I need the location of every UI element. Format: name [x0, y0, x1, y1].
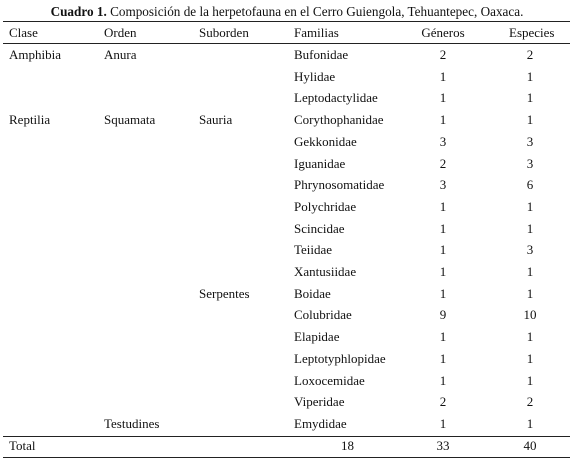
cell-especies: 3	[526, 134, 534, 149]
cell-especies: 1	[526, 329, 534, 344]
header-especies: Especies	[509, 25, 555, 40]
cell-familia: Leptodactylidae	[294, 90, 378, 105]
cell-especies: 1	[526, 199, 534, 214]
total-label: Total	[9, 438, 36, 453]
cell-generos: 3	[439, 177, 447, 192]
cell-generos: 1	[439, 69, 447, 84]
cell-familia: Viperidae	[294, 394, 345, 409]
cell-especies: 1	[526, 373, 534, 388]
header-clase: Clase	[9, 25, 38, 40]
cell-familia: Bufonidae	[294, 47, 349, 62]
cell-especies: 1	[526, 286, 534, 301]
header-orden: Orden	[104, 25, 137, 40]
cell-especies: 1	[526, 112, 534, 127]
cell-familia: Leptotyphlopidae	[294, 351, 386, 366]
cell-familia: Boidae	[294, 286, 331, 301]
header-rule	[3, 43, 570, 44]
cell-especies: 1	[526, 351, 534, 366]
cell-familia: Iguanidae	[294, 156, 346, 171]
cell-generos: 1	[439, 199, 447, 214]
cell-familia: Gekkonidae	[294, 134, 357, 149]
cell-especies: 1	[526, 264, 534, 279]
cell-familia: Hylidae	[294, 69, 336, 84]
caption-label: Cuadro 1.	[50, 4, 107, 19]
cell-suborden: Sauria	[199, 112, 233, 127]
cell-generos: 2	[439, 394, 447, 409]
header-generos: Géneros	[421, 25, 465, 40]
cell-orden: Squamata	[104, 112, 156, 127]
cell-especies: 1	[526, 90, 534, 105]
cell-especies: 1	[526, 416, 534, 431]
cell-clase: Reptilia	[9, 112, 51, 127]
total-rule	[3, 436, 570, 437]
cell-generos: 1	[439, 221, 447, 236]
cell-familia: Polychridae	[294, 199, 357, 214]
cell-generos: 1	[439, 286, 447, 301]
cell-especies: 2	[526, 47, 534, 62]
cell-generos: 3	[439, 134, 447, 149]
table-caption	[0, 3, 574, 20]
cell-familia: Emydidae	[294, 416, 347, 431]
cell-especies: 3	[526, 242, 534, 257]
cell-generos: 1	[439, 112, 447, 127]
cell-generos: 1	[439, 242, 447, 257]
cell-familia: Loxocemidae	[294, 373, 365, 388]
caption-text: Composición de la herpetofauna en el Cerro Guiengola, Tehuantepec, Oaxaca.	[106, 4, 524, 19]
cell-especies: 3	[526, 156, 534, 171]
cell-especies: 2	[526, 394, 534, 409]
cell-familia: Colubridae	[294, 307, 352, 322]
total-especies: 40	[523, 438, 537, 453]
header-suborden: Suborden	[199, 25, 249, 40]
cell-familia: Corythophanidae	[294, 112, 384, 127]
cell-familia: Xantusiidae	[294, 264, 357, 279]
total-generos: 33	[436, 438, 450, 453]
top-rule	[3, 21, 570, 22]
cell-especies: 6	[526, 177, 534, 192]
cell-generos: 1	[439, 351, 447, 366]
cell-generos: 9	[439, 307, 447, 322]
cell-generos: 2	[439, 156, 447, 171]
bottom-rule	[3, 457, 570, 458]
total-familias: 18	[341, 438, 354, 453]
cell-orden: Anura	[104, 47, 137, 62]
header-familias: Familias	[294, 25, 339, 40]
cell-generos: 2	[439, 47, 447, 62]
cell-generos: 1	[439, 329, 447, 344]
cell-generos: 1	[439, 90, 447, 105]
cell-generos: 1	[439, 264, 447, 279]
cell-orden: Testudines	[104, 416, 160, 431]
cell-suborden: Serpentes	[199, 286, 250, 301]
cell-familia: Phrynosomatidae	[294, 177, 385, 192]
cell-especies: 10	[523, 307, 537, 322]
cell-especies: 1	[526, 221, 534, 236]
cell-generos: 1	[439, 416, 447, 431]
cell-clase: Amphibia	[9, 47, 61, 62]
cell-familia: Teiidae	[294, 242, 333, 257]
cell-familia: Scincidae	[294, 221, 345, 236]
cell-familia: Elapidae	[294, 329, 340, 344]
cell-generos: 1	[439, 373, 447, 388]
cell-especies: 1	[526, 69, 534, 84]
